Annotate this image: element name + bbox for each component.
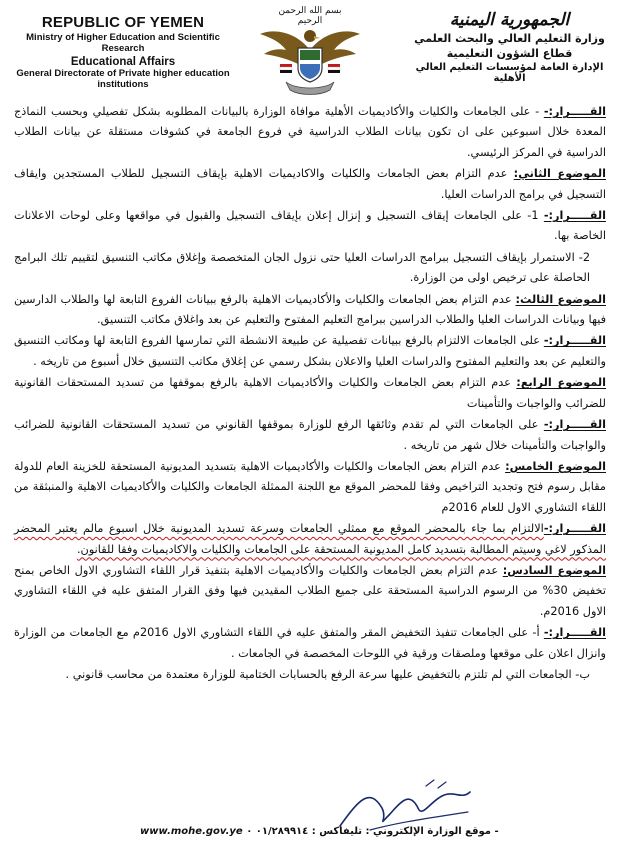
paragraph-text: عدم التزام بعض الجامعات والكليات والأكاديميات الاهلية بتنفيذ قرار اللقاء التشاوري الاول الخاص بمنح تخفيض 30% من الرسوم الدراسية المستحقة على جميع الطلاب المقيدين فيها وفق القرار المتفق عليه في اللقاء التشاوري الاول 2016م. <box>14 563 606 618</box>
paragraph-text: أ- على الجامعات تنفيذ التخفيض المقر والمتفق عليه في اللقاء التشاوري الاول 2016م مع الجامعات من الوزارة وانزال اعلان على موقعها وملصقات ورقية في اللوحات المخصصة في الجامعات . <box>14 626 606 660</box>
paragraph-text: عدم التزام بعض الجامعات والكليات والأكاديميات الاهلية بالرفع بموقفها من تسديد المستحقات القانونية للضرائب والواجبات والتأمينات <box>14 376 606 410</box>
country-name-ar: الجمهورية اليمنية <box>449 10 570 30</box>
paragraph-text: ب- الجامعات التي لم تلتزم بالتخفيض عليها سرعة الرفع بالحسابات الختامية للوزارة معتمدة من محاسب قانوني . <box>65 667 590 681</box>
paragraph-text: عدم التزام بعض الجامعات والكليات والاكاديميات الاهلية بإيقاف التسجيل للطلاب المستجدين وايقاف التسجيل في برامج الدراسات العليا. <box>14 167 606 201</box>
basmala: بسم الله الرحمن الرحيم <box>278 6 342 26</box>
paragraph-label: القـــــرار:- <box>543 334 606 348</box>
paragraph <box>14 665 606 685</box>
paragraph-text: 1- على الجامعات إيقاف التسجيل و إنزال إعلان بإيقاف التسجيل والقبول في مواقعها وعلى لوحات الاعلانات الخاصة بها. <box>14 209 606 243</box>
paragraph-label: الموضوع الثاني: <box>513 167 606 181</box>
paragraph-text: على الجامعات التي لم تقدم وثائقها الرفع للوزارة بموقفها القانوني من تسديد المستحقات القانونية للضرائب والواجبات والتأمينات خلال شهر من تاريخه . <box>14 418 606 452</box>
paragraph-label: القـــــرار:- <box>543 418 606 432</box>
paragraph <box>14 164 606 205</box>
paragraph-label: القـــــرار:- <box>543 209 606 223</box>
website-link[interactable]: www.mohe.gov.ye <box>140 826 243 837</box>
sector-name-ar: قطاع الشؤون التعليمية <box>446 47 573 60</box>
yemen-emblem-icon <box>256 20 364 98</box>
ministry-name-en: Ministry of Higher Education and Scientific Research <box>26 32 220 54</box>
letterhead-english <box>8 14 238 90</box>
paragraph-text: عدم التزام بعض الجامعات والكليات والأكاديميات الاهلية بتسديد المديونية المستحقة للخزينة العام للدولة مقابل رسوم فتح وتجديد التراخيص وفقا للمحضر الموقع مع اللجنة الممثلة الجامعات والكليات والأكاديميات الاهلية والمنبثقة من اللقاء التشاوري الاول للعام 2016م <box>14 459 606 514</box>
paragraph-text: على الجامعات الالتزام بالرفع ببيانات تفصيلية عن طبيعة الانشطة التي تمارسها الفروع التابعة لها ومكاتب التنسيق والتعليم عن بعد والتعليم المفتوح والدراسات العليا والاعلان بشكل رسمي عن إغلاق مكاتب التنسيق خلال أسبوع من تاريخه . <box>14 334 606 368</box>
website-label: - موقع الوزارة الإلكتروني : <box>365 826 499 837</box>
fax-number: تليفاكس : ٠١/٢٨٩٩١٤ ٠ <box>246 826 363 837</box>
paragraph <box>14 102 606 163</box>
country-name-en: REPUBLIC OF YEMEN <box>41 14 205 31</box>
paragraph <box>14 561 606 622</box>
paragraph <box>14 457 606 518</box>
paragraph-highlighted <box>14 519 606 560</box>
paragraph <box>14 415 606 456</box>
paragraph-text: الالتزام بما جاء بالمحضر الموقع مع ممثلي الجامعات وسرعة تسديد المديونية خلال اسبوع مالم يعتبر المحضر المذكور لاغي وسيتم المطالبة بتسديد كامل المديونية المستحقة على الجامعات والكليات والاكاديميات وفقا للقانون. <box>14 522 606 556</box>
paragraph-label: الموضوع السادس: <box>502 563 606 577</box>
letterhead <box>0 0 620 100</box>
directorate-name-en: General Directorate of Private higher education institutions <box>16 68 230 90</box>
paragraph <box>14 248 606 289</box>
paragraph <box>14 623 606 664</box>
paragraph <box>14 373 606 414</box>
paragraph-text: - على الجامعات والكليات والأكاديميات الأهلية موافاة الوزارة بالبيانات المطلوبه بشكل تفصيلي وبحسب النماذج المعدة خلال اسبوعين على ان تكون بيانات الطلاب الدراسية في فروع الجامعة في كشوفات مستقلة عن بيانات الطلاب الدراسية في المركز الرئيسي. <box>14 105 606 159</box>
paragraph <box>14 290 606 331</box>
paragraph <box>14 331 606 372</box>
paragraph-label: القـــــرار:- <box>543 522 606 536</box>
letterhead-arabic <box>407 10 612 84</box>
paragraph-text: 2- الاستمرار بإيقاف التسجيل ببرامج الدراسات العليا حتى نزول الجان المتخصصة وإغلاق مكاتب التنسيق لتقييم تلك البرامج الحاصلة على ترخيص اولى من الوزارة. <box>14 250 590 285</box>
paragraph-label: الموضوع الثالث: <box>515 292 607 306</box>
ministry-name-ar: وزارة التعليم العالي والبحث العلمي <box>414 32 605 45</box>
paragraph-label: الموضوع الرابع: <box>516 376 606 390</box>
paragraph-label: القـــــرار:- <box>543 626 606 640</box>
paragraph-label: الموضوع الخامس: <box>505 459 606 473</box>
paragraph-text: عدم التزام بعض الجامعات والكليات والأكاديميات الاهلية بالرفع ببيانات الفروع التابعة لها والطلاب الدارسين فيها وبيانات الدراسات العليا والطلاب الدراسين ببرامج التعليم المفتوح والتعليم عن بعد واغلاق مكاتب التنسيق. <box>14 292 606 327</box>
footer <box>140 826 580 844</box>
paragraph-label: القـــــرار:- <box>543 105 606 118</box>
sector-name-en: Educational Affairs <box>70 56 176 68</box>
document-body <box>14 102 606 685</box>
directorate-name-ar: الإدارة العامة لمؤسسات التعليم العالي الأهلية <box>415 62 604 84</box>
paragraph <box>14 206 606 247</box>
